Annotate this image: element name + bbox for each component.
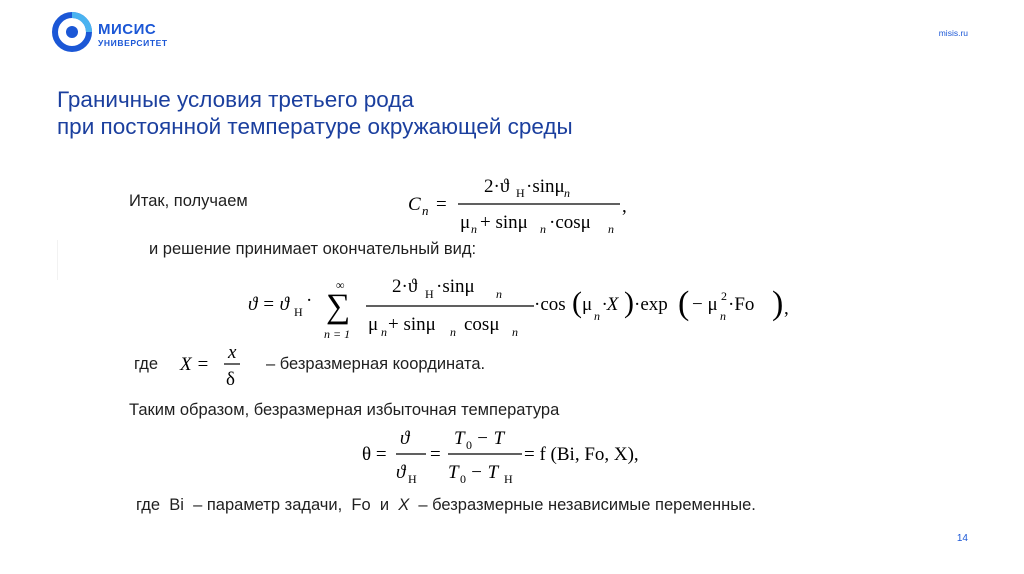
cn-den-c-sub: n <box>608 222 614 236</box>
tdef-rhs: = f (Bi, Fo, X), <box>524 444 639 465</box>
cn-num-tail: ·sinμ <box>526 176 565 197</box>
sum-den-a: μ <box>368 314 379 335</box>
xdef-num: x <box>228 342 237 363</box>
gde2-fo: Fo <box>351 496 371 514</box>
sum-x: ·X <box>602 294 619 315</box>
text-reshenie: и решение принимает окончательный вид: <box>149 240 477 258</box>
tdef-f2-num: T <box>454 428 465 449</box>
cn-lhs: C <box>408 194 421 215</box>
tdef-f2-den-sub: 0 <box>460 472 466 486</box>
cn-num-tail-sub: n <box>564 186 570 200</box>
tdef-f2-den-tail: − T <box>470 462 499 483</box>
page-number: 14 <box>956 533 968 544</box>
sum-den-b-sub: n <box>450 325 456 339</box>
tdef-f1-den-sub: Н <box>408 472 417 486</box>
slide-title-line-1: Граничные условия третьего рода <box>57 87 414 112</box>
gde2-bi: Bi <box>169 496 184 514</box>
cn-num: 2·ϑ <box>484 176 510 197</box>
tdef-lhs: θ = <box>362 444 387 465</box>
gde2-x: X <box>398 496 410 514</box>
cn-den-b-sub: n <box>540 222 546 236</box>
sum-num-sub: Н <box>425 287 434 301</box>
cn-num-sub: Н <box>516 186 525 200</box>
sum-bottom: n = 1 <box>324 327 351 341</box>
site-link[interactable]: misis.ru <box>938 28 968 38</box>
tdef-f1-num: ϑ <box>400 428 410 449</box>
sum-fo: ·Fo <box>728 294 755 315</box>
tdef-f2-den-tail-sub: Н <box>504 472 513 486</box>
slide-title <box>57 86 573 140</box>
text-gde-2 <box>136 496 756 515</box>
sum-mu2-sub: n <box>720 309 726 323</box>
gde2-end: – безразмерные независимые переменные. <box>418 496 756 514</box>
logo-subtitle: УНИВЕРСИТЕТ <box>98 38 168 48</box>
sum-paren-open-2: ( <box>678 285 690 322</box>
tdef-f2-num-tail: − T <box>476 428 505 449</box>
sum-paren-close-1: ) <box>624 286 634 319</box>
sum-mu-sub: n <box>594 309 600 323</box>
slide-title-line-2: при постоянной температуре окружающей среды <box>57 114 573 139</box>
cn-lhs-sub: n <box>422 203 429 218</box>
xdef-den: δ <box>226 369 235 390</box>
sum-den-a-sub: n <box>381 325 387 339</box>
sum-den-c-sub: n <box>512 325 518 339</box>
cn-den-b: + sinμ <box>480 212 528 233</box>
decorative-divider <box>57 240 58 280</box>
cn-comma: , <box>622 196 627 217</box>
sum-den-b: + sinμ <box>388 314 436 335</box>
tdef-f2-num-sub: 0 <box>466 438 472 452</box>
text-bezrazm-coord: – безразмерная координата. <box>266 355 486 373</box>
sum-cos: ·cos <box>534 294 566 315</box>
gde2-mid: – параметр задачи, <box>193 496 343 514</box>
formula-cn <box>404 172 644 238</box>
xdef-lhs: X = <box>180 354 210 375</box>
cn-equals: = <box>436 194 447 215</box>
sum-minus-mu: − μ <box>692 294 718 315</box>
text-gde-1: где <box>134 355 159 373</box>
sum-comma: , <box>784 298 789 319</box>
sum-mu: μ <box>582 294 593 315</box>
sum-paren-open-1: ( <box>572 286 582 319</box>
misis-logo <box>52 12 192 58</box>
tdef-eq: = <box>430 444 441 465</box>
sum-paren-close-2: ) <box>772 285 784 322</box>
formula-x-def <box>178 340 258 392</box>
cn-den-c: ·cosμ <box>549 212 591 233</box>
cn-den-a: μ <box>460 212 471 233</box>
sum-lhs: ϑ = ϑ <box>248 294 289 315</box>
sum-num-tail-sub: n <box>496 287 502 301</box>
sum-exp: ·exp <box>634 294 668 315</box>
sum-lhs-sub: Н <box>294 305 303 319</box>
formula-theta-sum <box>228 272 808 352</box>
gde2-pre: где <box>136 496 161 514</box>
misis-logo-icon <box>52 12 92 52</box>
sum-sigma: ∑ <box>326 288 351 325</box>
text-takim-obrazom: Таким образом, безразмерная избыточная температура <box>129 401 560 419</box>
sum-top: ∞ <box>336 278 345 292</box>
gde2-and: и <box>379 496 390 514</box>
sum-num: 2·ϑ <box>392 276 418 297</box>
sum-num-tail: ·sinμ <box>436 276 475 297</box>
sum-den-c: cosμ <box>464 314 500 335</box>
text-itak: Итак, получаем <box>129 192 248 210</box>
sum-dot: · <box>306 290 313 311</box>
sum-mu-sup: 2 <box>721 289 727 303</box>
tdef-f1-den: ϑ <box>396 462 406 483</box>
cn-den-a-sub: n <box>471 222 477 236</box>
formula-theta-def <box>362 424 672 488</box>
tdef-f2-den: T <box>448 462 459 483</box>
logo-name: МИСИС <box>98 21 157 38</box>
